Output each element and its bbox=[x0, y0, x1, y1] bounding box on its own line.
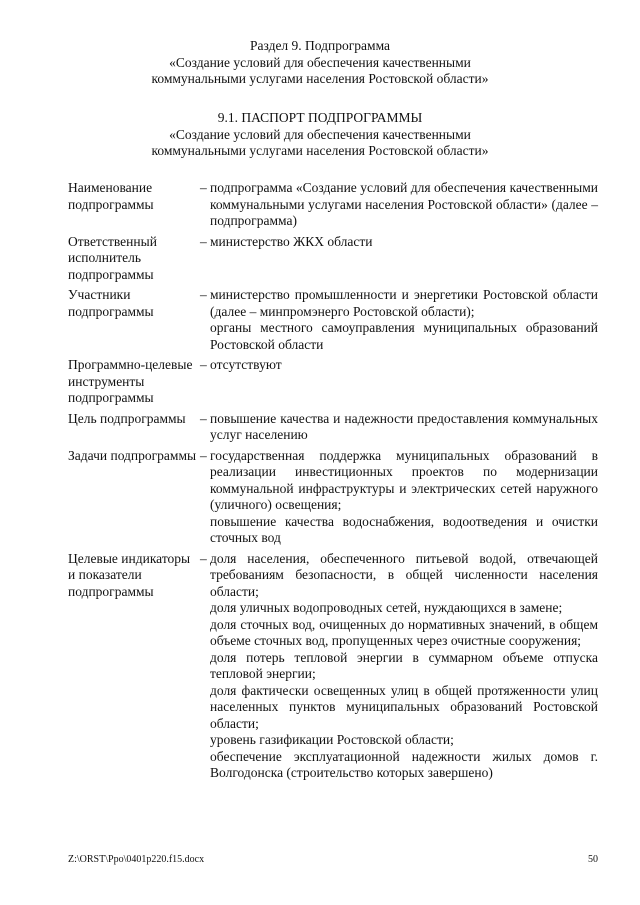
page-footer bbox=[68, 854, 598, 866]
passport-row-label: Целевые индикаторы и показатели подпрограммы bbox=[68, 550, 191, 599]
passport-row-content bbox=[210, 551, 598, 782]
section-heading-line: «Создание условий для обеспечения качественными bbox=[169, 54, 471, 70]
content-paragraph: доля уличных водопроводных сетей, нуждающихся в замене; bbox=[210, 600, 563, 615]
passport-row bbox=[68, 357, 598, 407]
section-heading bbox=[0, 38, 640, 88]
passport-row bbox=[68, 234, 598, 284]
file-path: Z:\ORST\Ppo\0401p220.f15.docx bbox=[68, 854, 205, 865]
passport-row-label: Наименование подпрограммы bbox=[68, 180, 154, 212]
passport-row-content bbox=[210, 180, 598, 230]
passport-row-label: Программно-целевые инструменты подпрограммы bbox=[68, 357, 193, 405]
content-paragraph: доля сточных вод, очищенных до нормативных значений, в общем объеме сточных вод, пропущенных через очистные сооружения; bbox=[210, 616, 598, 648]
content-paragraph: министерство промышленности и энергетики Ростовской области (далее – минпромэнерго Ростовской области); bbox=[210, 287, 598, 319]
passport-row-label: Участники подпрограммы bbox=[68, 287, 154, 319]
passport-row-content bbox=[210, 448, 598, 547]
passport-row-content bbox=[210, 411, 598, 444]
dash-separator: – bbox=[200, 550, 207, 566]
passport-heading-line: «Создание условий для обеспечения качественными bbox=[169, 126, 471, 142]
content-paragraph: доля фактически освещенных улиц в общей протяженности улиц населенных пунктов муниципальных образований Ростовской области; bbox=[210, 682, 598, 731]
passport-row-label: Цель подпрограммы bbox=[68, 410, 186, 426]
section-heading-line: коммунальными услугами населения Ростовской области» bbox=[151, 71, 489, 86]
passport-heading-line: 9.1. ПАСПОРТ ПОДПРОГРАММЫ bbox=[217, 110, 423, 125]
dash-separator: – bbox=[200, 410, 207, 426]
dash-separator: – bbox=[200, 233, 207, 249]
page-number: 50 bbox=[588, 854, 598, 865]
passport-row-content bbox=[210, 287, 598, 353]
passport-row-label: Задачи подпрограммы bbox=[68, 447, 197, 463]
passport-row bbox=[68, 551, 598, 782]
content-paragraph: министерство ЖКХ области bbox=[210, 233, 373, 249]
content-paragraph: обеспечение эксплуатационной надежности жилых домов г. Волгодонска (строительство которых завершено) bbox=[210, 748, 598, 780]
content-paragraph: доля населения, обеспеченного питьевой водой, отвечающей требованиям безопасности, в общей численности населения области; bbox=[210, 550, 598, 599]
content-paragraph: уровень газификации Ростовской области; bbox=[210, 732, 454, 747]
section-heading-line: Раздел 9. Подпрограмма bbox=[249, 38, 391, 53]
content-paragraph: подпрограмма «Создание условий для обеспечения качественными коммунальными услугами населения Ростовской области» (далее – подпрограмма) bbox=[210, 180, 598, 228]
passport-row bbox=[68, 411, 598, 444]
content-paragraph: доля потерь тепловой энергии в суммарном объеме отпуска тепловой энергии; bbox=[210, 649, 598, 681]
passport-row bbox=[68, 448, 598, 547]
passport-table bbox=[68, 180, 598, 786]
passport-heading bbox=[0, 110, 640, 160]
content-paragraph: повышение качества водоснабжения, водоотведения и очистки сточных вод bbox=[210, 513, 598, 545]
content-paragraph: органы местного самоуправления муниципальных образований Ростовской области bbox=[210, 320, 598, 352]
passport-row-label: Ответственный исполнитель подпрограммы bbox=[68, 233, 157, 282]
passport-row bbox=[68, 287, 598, 353]
content-paragraph: отсутствуют bbox=[210, 357, 282, 372]
content-paragraph: повышение качества и надежности предоставления коммунальных услуг населению bbox=[210, 410, 598, 442]
passport-row bbox=[68, 180, 598, 230]
passport-heading-line: коммунальными услугами населения Ростовской области» bbox=[151, 143, 489, 158]
dash-separator: – bbox=[200, 357, 207, 372]
dash-separator: – bbox=[200, 447, 207, 463]
passport-row-content bbox=[210, 357, 598, 407]
passport-row-content bbox=[210, 234, 598, 284]
dash-separator: – bbox=[200, 180, 207, 195]
content-paragraph: государственная поддержка муниципальных образований в реализации инвестиционных проектов по модернизации коммунальной инфраструктуры и электрических сетей наружного (уличного) освещения; bbox=[210, 447, 598, 512]
dash-separator: – bbox=[200, 287, 207, 302]
